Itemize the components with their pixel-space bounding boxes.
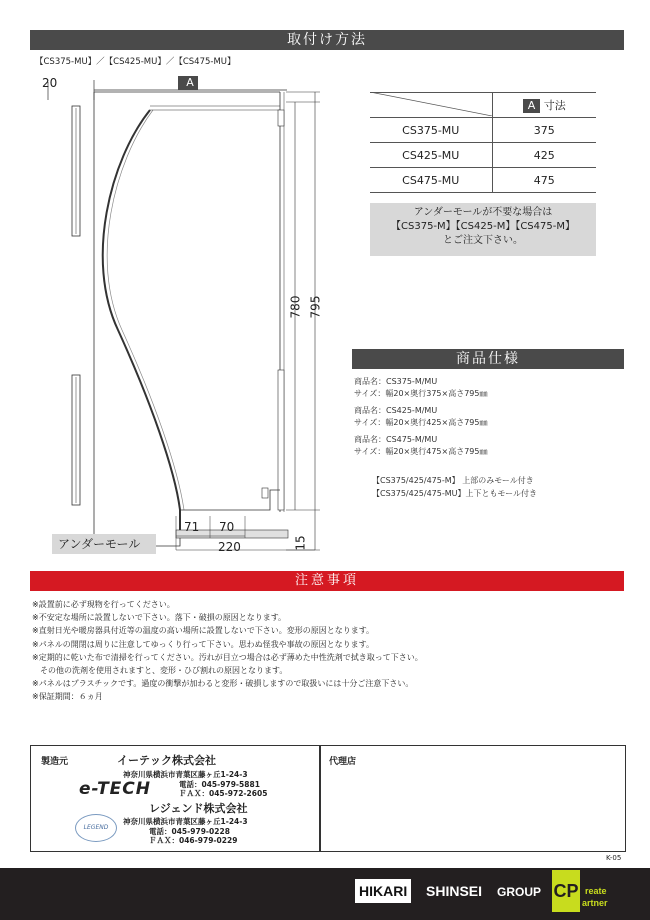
dim-780-label: 780 (288, 295, 303, 319)
table-row (370, 143, 596, 168)
table-header-label: 寸法 (543, 99, 566, 112)
header-title: 取付け方法 (287, 32, 367, 48)
shinsei-logo: SHINSEI (426, 883, 483, 899)
caution-line: ※不安定な場所に設置しないで下さい。落下・破損の原因となります。 (32, 613, 287, 623)
logo-etech: e-TECH (79, 779, 151, 799)
caution-title: 注意事項 (294, 573, 359, 588)
partner-text: artner (582, 898, 608, 908)
table-cell-model: CS375-MU (370, 118, 492, 143)
logo-legend: LEGEND (75, 814, 117, 842)
spec-item (354, 405, 487, 429)
section-header-specs (352, 349, 624, 369)
spec-name: 商品名：CS475-M/MU (354, 435, 438, 444)
agent-box (320, 745, 626, 852)
tel-1: 電話：045-979-5881 (179, 780, 260, 789)
spec-name: 商品名：CS375-M/MU (354, 377, 438, 386)
caution-list (32, 598, 423, 704)
info-line-1: アンダーモールが不要な場合は (413, 207, 553, 218)
spec-name: 商品名：CS425-M/MU (354, 406, 438, 415)
models-line: 【CS375-MU】／【CS425-MU】／【CS475-MU】 (35, 57, 236, 67)
agent-label: 代理店 (329, 757, 357, 767)
table-row (370, 168, 596, 193)
dim-70-label: 70 (219, 520, 235, 534)
create-text: reate (585, 886, 607, 896)
address-1: 神奈川県横浜市青葉区藤ヶ丘1-24-3 (123, 770, 248, 779)
company-1: イーテック株式会社 (117, 754, 216, 767)
spec-size: サイズ：幅20×奥行425×高さ795㎜ (354, 418, 488, 427)
dim-top-label: 20 (42, 76, 58, 90)
info-line-2: 【CS375-M】【CS425-M】【CS475-M】 (391, 221, 575, 232)
address-2: 神奈川県横浜市青葉区藤ヶ丘1-24-3 (123, 817, 248, 826)
create-partner-logo-mark: CP (552, 870, 580, 912)
spec-item (354, 376, 487, 400)
spec-note-1: 【CS375/425/475-M】 上部のみモール付き (372, 476, 534, 485)
spec-size: サイズ：幅20×奥行375×高さ795㎜ (354, 389, 488, 398)
under-mold-label: アンダーモール (52, 534, 156, 554)
specs-title: 商品仕様 (456, 351, 520, 367)
caution-line: ※パネルはプラスチックです。過度の衝撃が加わると変形・破損しますので取扱いには十分ご注意下さい。 (32, 679, 414, 689)
table-cell-model: CS425-MU (370, 143, 492, 168)
spec-note-2: 【CS375/425/475-MU】上下ともモール付き (372, 489, 538, 498)
caution-line: ※定期的に乾いた布で清掃を行ってください。汚れが目立つ場合は必ず薄めた中性洗剤で拭き取って下さい。 (32, 652, 423, 662)
diagonal-cell-line (370, 92, 492, 116)
dim-795-label: 795 (308, 295, 323, 319)
table-cell-value: 475 (492, 168, 596, 193)
maker-box (30, 745, 320, 852)
caution-line: ※保証期間：６ヵ月 (32, 692, 103, 702)
info-box (370, 203, 596, 256)
dimension-table (370, 92, 596, 193)
caution-line: ※パネルの開閉は周りに注意してゆっくり行って下さい。思わぬ怪我や事故の原因となります。 (32, 639, 374, 649)
caution-line: ※直射日光や暖房器具付近等の温度の高い場所に設置しないで下さい。変形の原因となります。 (32, 626, 375, 636)
brand-bar (0, 868, 650, 920)
table-cell-model: CS475-MU (370, 168, 492, 193)
section-header-caution (30, 571, 624, 591)
spec-item (354, 434, 487, 458)
page-code: K-05 (606, 854, 622, 862)
fax-1: ＦＡＸ：045-972-2605 (179, 789, 268, 798)
caution-line: その他の洗剤を使用されますと、変形・ひび割れの原因となります。 (32, 666, 288, 676)
dim-71-label: 71 (184, 520, 200, 534)
spec-size: サイズ：幅20×奥行475×高さ795㎜ (354, 447, 488, 456)
company-2: レジェンド株式会社 (149, 802, 248, 815)
label-a: A (186, 76, 194, 89)
info-line-3: とご注文下さい。 (443, 235, 523, 246)
table-cell-value: 425 (492, 143, 596, 168)
section-header-installation (30, 30, 624, 50)
dim-15-label: 15 (293, 535, 308, 551)
tel-2: 電話：045-979-0228 (149, 827, 230, 836)
table-cell-value: 375 (492, 118, 596, 143)
caution-line: ※設置前に必ず現物を行ってください。 (32, 600, 175, 609)
table-header-a: A (523, 99, 541, 113)
hikari-logo: HIKARI (355, 879, 411, 903)
maker-label: 製造元 (41, 757, 69, 767)
group-text: GROUP (497, 885, 542, 899)
table-row (370, 118, 596, 143)
fax-2: ＦＡＸ：046-979-0229 (149, 836, 238, 845)
dim-220-label: 220 (218, 540, 241, 554)
